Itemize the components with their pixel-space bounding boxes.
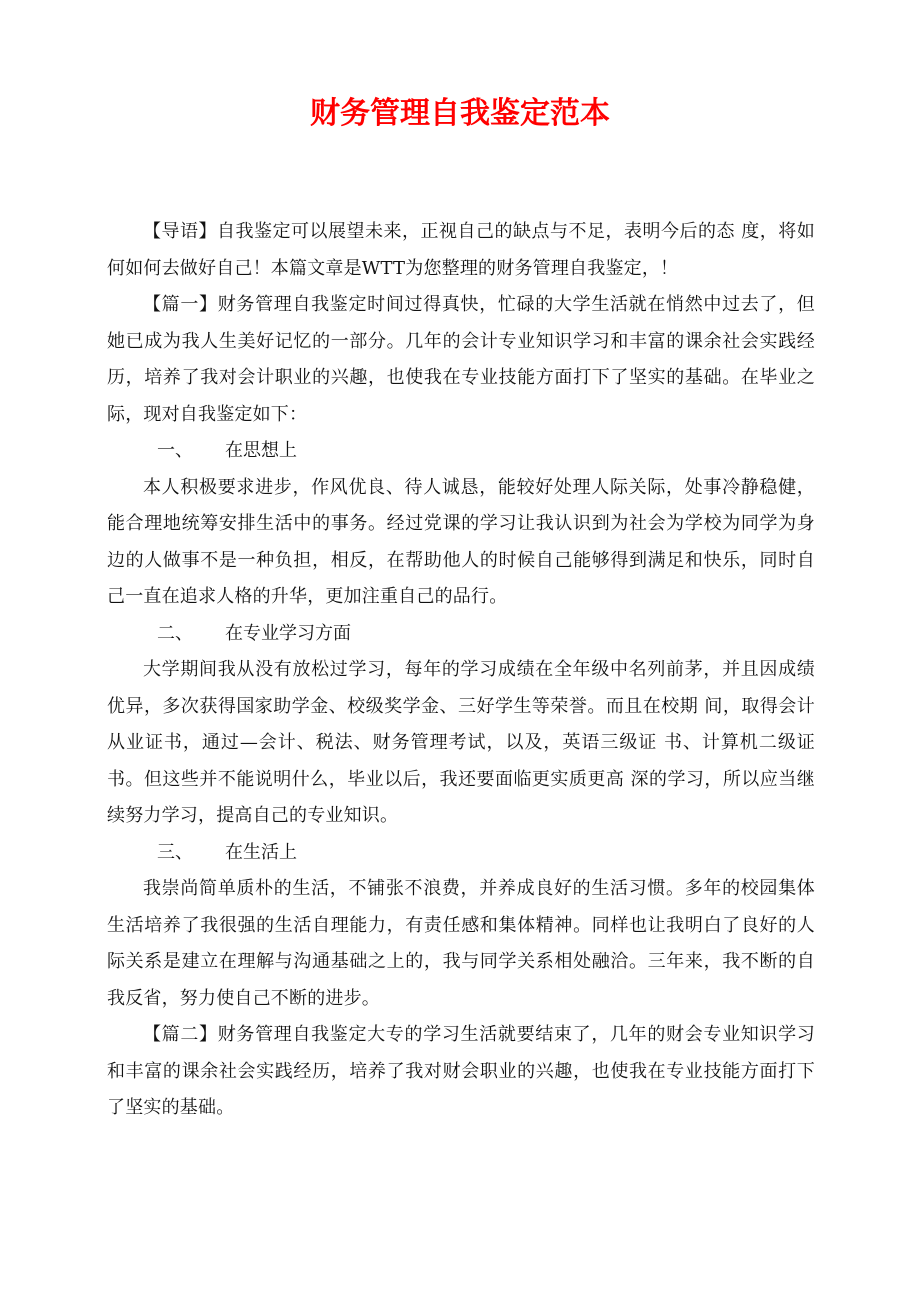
section-heading-3 [107, 835, 815, 872]
intro-paragraph: 【导语】自我鉴定可以展望未来，正视自己的缺点与不足，表明今后的态 度，将如何如何去做好自己！本篇文章是WTT为您整理的财务管理自我鉴定，！ [107, 221, 815, 279]
section-heading-2 [107, 616, 815, 653]
section-heading-1 [107, 433, 815, 470]
section-number: 一、 [157, 440, 193, 461]
section-number: 二、 [157, 622, 193, 644]
section-2-paragraph: 大学期间我从没有放松过学习，每年的学习成绩在全年级中名列前茅，并且因成绩优异，多次获得国家助学金、校级奖学金、三好学生等荣誉。而且在校期 间，取得会计从业证书，通过—会计、税法、财务管理考试，以及，英语三级证 书、计算机二级证书。但这些并不能说明什么，毕业以后，我还要面临更实质更高 深的学习，所以应当继续努力学习，提高自己的专业知识。 [107, 659, 815, 826]
section-heading-text: 在专业学习方面 [225, 622, 351, 644]
section-heading-text: 在生活上 [225, 841, 297, 863]
document-body [107, 214, 815, 1127]
part-one-paragraph: 【篇一】财务管理自我鉴定时间过得真快，忙碌的大学生活就在悄然中过去了，但她已成为我人生美好记忆的一部分。几年的会计专业知识学习和丰富的课余社会实践经历，培养了我对会计职业的兴趣，也使我在专业技能方面打下了坚实的基础。在毕业之际，现对自我鉴定如下： [107, 294, 815, 425]
section-3-paragraph: 我崇尚简单质朴的生活，不铺张不浪费，并养成良好的生活习惯。多年的校园集体生活培养了我很强的生活自理能力，有责任感和集体精神。同样也让我明白了良好的人际关系是建立在理解与沟通基础之上的，我与同学关系相处融洽。三年来，我不断的自我反省，努力使自己不断的进步。 [107, 878, 815, 1009]
section-heading-text: 在思想上 [225, 440, 297, 461]
document-title: 财务管理自我鉴定范本 [310, 96, 610, 131]
section-1-paragraph: 本人积极要求进步，作风优良、待人诚恳，能较好处理人际关际，处事冷静稳健，能合理地统筹安排生活中的事务。经过党课的学习让我认识到为社会为学校为同学为身边的人做事不是一种负担，相反，在帮助他人的时候自己能够得到满足和快乐，同时自己一直在追求人格的升华，更加注重自己的品行。 [107, 476, 815, 607]
section-number: 三、 [157, 841, 193, 863]
part-two-paragraph: 【篇二】财务管理自我鉴定大专的学习生活就要结束了，几年的财会专业知识学习和丰富的课余社会实践经历，培养了我对财会职业的兴趣，也使我在专业技能方面打下了坚实的基础。 [107, 1024, 815, 1118]
